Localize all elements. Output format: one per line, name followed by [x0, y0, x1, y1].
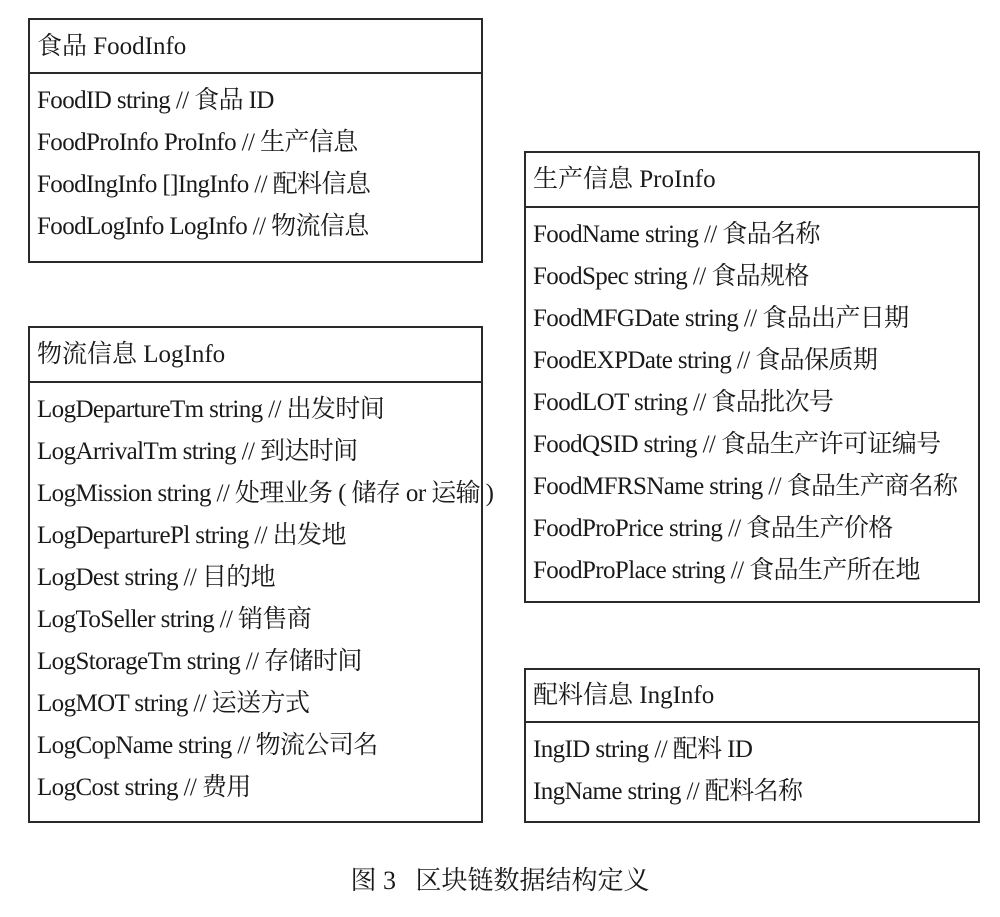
loginfo-field-cost: LogCost string // 费用	[37, 774, 251, 801]
proinfo-field-foodspec: FoodSpec string // 食品规格	[533, 263, 809, 290]
proinfo-class-box	[524, 151, 980, 603]
figure-caption: 图 3 区块链数据结构定义	[350, 866, 650, 895]
proinfo-field-list	[526, 208, 978, 592]
foodinfo-class-title: 食品 FoodInfo	[30, 20, 481, 74]
loginfo-field-dest: LogDest string // 目的地	[37, 564, 276, 591]
proinfo-field-foodlot: FoodLOT string // 食品批次号	[533, 389, 834, 416]
loginfo-class-box	[28, 326, 494, 823]
foodinfo-field-foodproinfo: FoodProInfo ProInfo // 生产信息	[37, 129, 358, 156]
loginfo-field-copname: LogCopName string // 物流公司名	[37, 732, 378, 759]
loginfo-class-title: 物流信息 LogInfo	[30, 328, 481, 383]
proinfo-field-foodmfgdate: FoodMFGDate string // 食品出产日期	[533, 305, 909, 332]
inginfo-field-list	[526, 723, 978, 813]
proinfo-class-title: 生产信息 ProInfo	[526, 153, 978, 208]
foodinfo-field-foodid: FoodID string // 食品 ID	[37, 87, 274, 114]
proinfo-field-foodqsid: FoodQSID string // 食品生产许可证编号	[533, 431, 941, 458]
inginfo-class-box	[524, 668, 980, 823]
proinfo-field-foodexpdate: FoodEXPDate string // 食品保质期	[533, 347, 878, 374]
inginfo-field-ingname: IngName string // 配料名称	[533, 778, 803, 805]
loginfo-field-storagetm: LogStorageTm string // 存储时间	[37, 648, 362, 675]
proinfo-field-foodmfrsname: FoodMFRSName string // 食品生产商名称	[533, 473, 958, 500]
loginfo-field-departurepl: LogDeparturePl string // 出发地	[37, 522, 346, 549]
loginfo-field-list	[30, 383, 494, 809]
proinfo-field-foodname: FoodName string // 食品名称	[533, 221, 820, 248]
proinfo-field-foodproplace: FoodProPlace string // 食品生产所在地	[533, 557, 920, 584]
foodinfo-field-foodinginfo: FoodIngInfo []IngInfo // 配料信息	[37, 171, 371, 198]
loginfo-field-arrivaltm: LogArrivalTm string // 到达时间	[37, 438, 358, 465]
loginfo-field-mission: LogMission string // 处理业务 ( 储存 or 运输 )	[37, 480, 494, 507]
foodinfo-field-list	[30, 74, 481, 248]
foodinfo-field-foodloginfo: FoodLogInfo LogInfo // 物流信息	[37, 213, 369, 240]
proinfo-field-foodproprice: FoodProPrice string // 食品生产价格	[533, 515, 893, 542]
inginfo-class-title: 配料信息 IngInfo	[526, 670, 978, 723]
inginfo-field-ingid: IngID string // 配料 ID	[533, 736, 753, 763]
loginfo-field-toseller: LogToSeller string // 销售商	[37, 606, 312, 633]
loginfo-field-departuretm: LogDepartureTm string // 出发时间	[37, 396, 385, 423]
loginfo-field-mot: LogMOT string // 运送方式	[37, 690, 310, 717]
foodinfo-class-box	[28, 18, 483, 263]
